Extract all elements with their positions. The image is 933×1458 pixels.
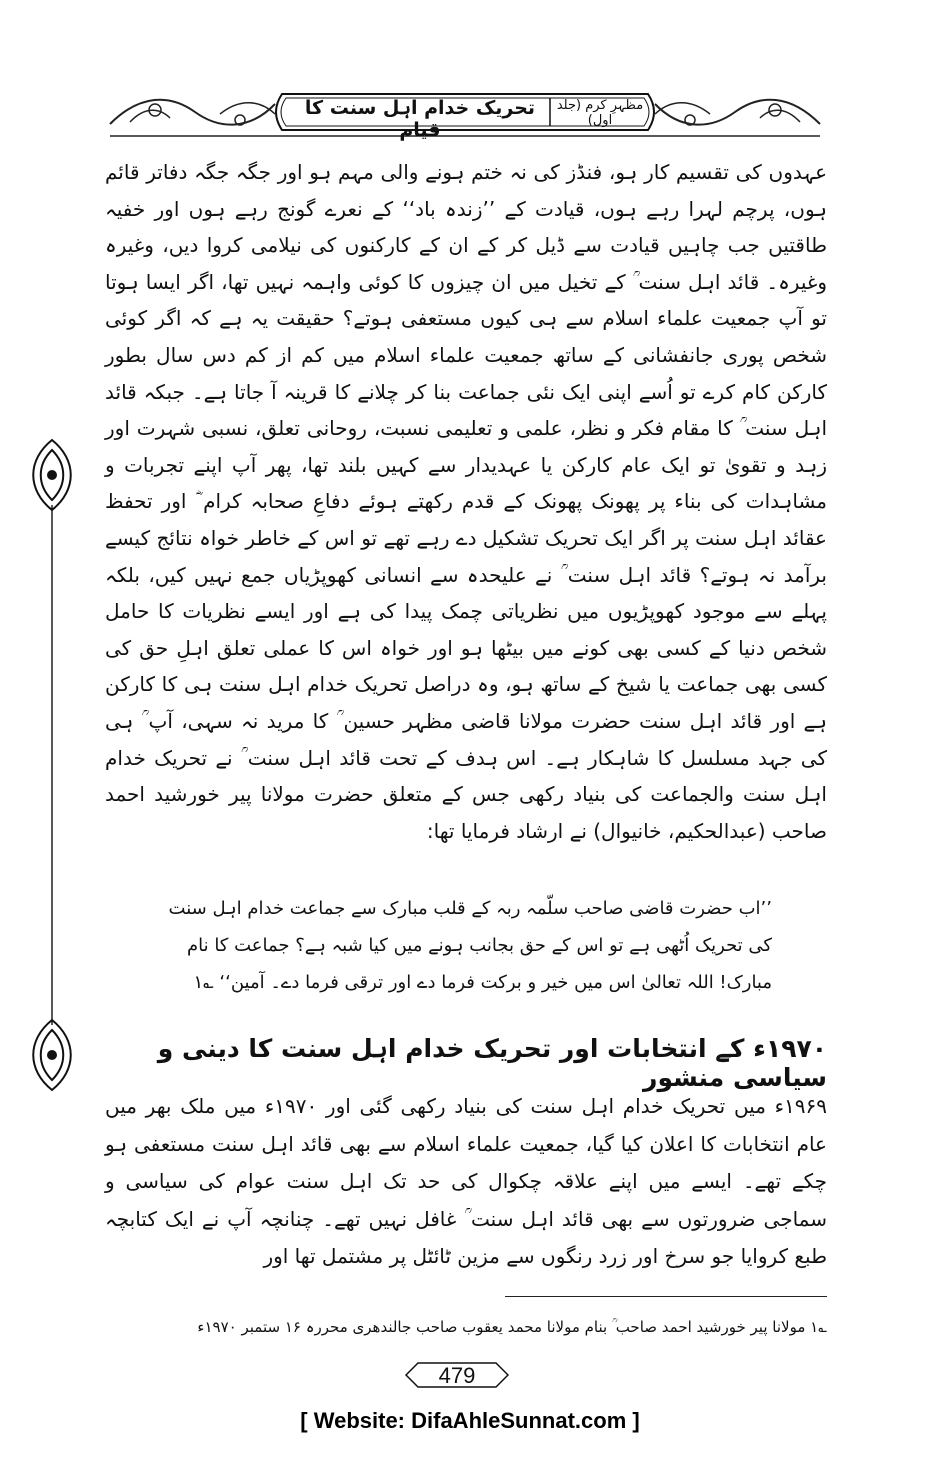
section-body: ۱۹۶۹ء میں تحریک خدام اہل سنت کی بنیاد رکھی گئی اور ۱۹۷۰ء میں ملک بھر میں عام انتخابات کا اعلان کیا گیا، جمعیت علماء اسلام سے بھی قائد اہل سنت مستعفی ہو چکے تھے۔ ایسے میں اپنے علاقہ چکوال کی حد تک اہل سنت عوام کی سیاسی و سماجی ضرورتوں سے بھی قائد اہل سنت ؒ غافل نہیں تھے۔ چنانچہ آپ نے ایک کتابچہ طبع کروایا جو سرخ اور زرد رنگوں سے مزین ٹائٹل پر مشتمل تھا اور — [105, 1094, 827, 1268]
footnote: ؎۱ مولانا پیر خورشید احمد صاحب ؒ بنام مولانا محمد یعقوب صاحب جالندھری محررہ ۱۶ ستمبر ۱۹۷۰ء — [197, 1318, 827, 1336]
section-heading: ۱۹۷۰ء کے انتخابات اور تحریک خدام اہل سنت کا دینی و سیاسی منشور — [157, 1034, 827, 1092]
header-title: تحریک خدام اہل سنت کا قیام — [304, 97, 536, 141]
body-paragraph — [105, 154, 827, 849]
page-header — [100, 84, 830, 140]
page-number: 479 — [438, 1363, 476, 1388]
quote-block: ’’اب حضرت قاضی صاحب سلّمہ ربہ کے قلب مبارک سے جماعت خدام اہل سنت کی تحریک اُٹھی ہے تو اس کے حق بجانب ہونے میں کیا شبہ ہے؟ جماعت کا نام مبارک! اللہ تعالیٰ اس میں خیر و برکت فرما دے اور ترقی فرما دے۔ آمین‘‘ ؎۱ — [168, 898, 772, 993]
footnote-divider — [505, 1296, 827, 1297]
header-book-title: مظہرِ کرم (جلد اول) — [556, 98, 644, 128]
body-paragraph-text: عہدوں کی تقسیم کار ہو، فنڈز کی نہ ختم ہونے والی مہم ہو اور جگہ جگہ دفاتر قائم ہوں، پرچم لہرا رہے ہوں، قیادت کے ’’زندہ باد‘‘ کے نعرے گونج رہے ہوں اور خفیہ طاقتیں جب چاہیں قیادت سے ڈیل کر کے ان کے کارکنوں کی نیلامی کروا دیں، وغیرہ وغیرہ۔ قائد اہل سنت ؒ کے تخیل میں ان چیزوں کا کوئی واہمہ نہیں تھا، اگر ایسا ہوتا تو آپ جمعیت علماء اسلام سے ہی کیوں مستعفی ہوتے؟ حقیقت یہ ہے کہ اگر کوئی شخص پوری جانفشانی کے ساتھ جمعیت علماء اسلام میں کم از کم دس سال بطور کارکن کام کرے تو اُسے اپنی ایک نئی جماعت بنا کر چلانے کا قرینہ آ جاتا ہے۔ جبکہ قائد اہل سنت ؒ کا مقام فکر و نظر، علمی و تعلیمی نسبت، روحانی تعلق، نسبی شہرت اور زہد و تقویٰ تو ایک عام کارکن یا عہدیدار سے کہیں بلند تھا، پھر آپ اپنے تجربات و مشاہدات کی بناء پر پھونک پھونک کے قدم رکھتے ہوئے دفاعِ صحابہ کرام ؓ اور تحفظ عقائد اہل سنت پر اگر ایک تحریک تشکیل دے رہے تھے تو اس کے خاطر خواہ نتائج کیسے برآمد نہ ہوتے؟ قائد اہل سنت ؒ نے علیحدہ سے انسانی کھوپڑیاں جمع نہیں کیں، بلکہ پہلے سے موجود کھوپڑیوں میں نظریاتی چمک پیدا کی ہے اور ایسے نظریات کا حامل شخص دنیا کے کسی بھی کونے میں بیٹھا ہو اور خواہ اس کا عملی تعلق اہلِ حق کی کسی بھی جماعت یا شیخ کے ساتھ ہو، وہ دراصل تحریک خدام اہل سنت ہی کا کارکن ہے اور قائد اہل سنت حضرت مولانا قاضی مظہر حسین ؒ کا مرید نہ سہی، آپ ؒ ہی کی جہد مسلسل کا شاہکار ہے۔ اس ہدف کے تحت قائد اہل سنت ؒ نے تحریک خدام اہل سنت والجماعت کی بنیاد رکھی جس کے متعلق حضرت مولانا پیر خورشید احمد صاحب (عبدالحکیم، خانیوال) نے ارشاد فرمایا تھا: — [105, 160, 827, 843]
vertical-ornament-icon — [22, 435, 82, 1095]
website-link[interactable]: [ Website: DifaAhleSunnat.com ] — [300, 1408, 640, 1433]
page-number-badge — [402, 1361, 512, 1389]
